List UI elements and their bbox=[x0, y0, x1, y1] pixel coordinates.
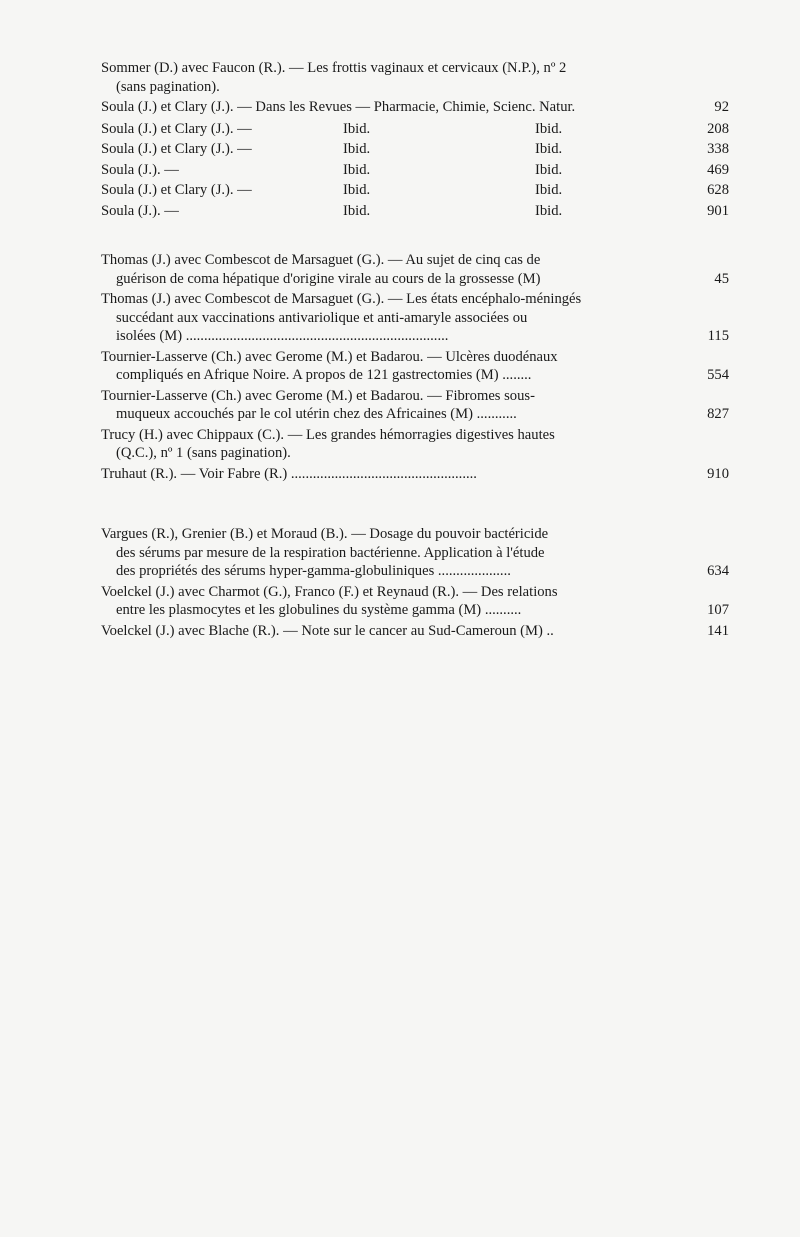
entry-author: Soula (J.) et Clary (J.). — bbox=[101, 182, 252, 198]
index-entry bbox=[101, 160, 729, 181]
index-group-t bbox=[101, 251, 729, 483]
index-entry bbox=[101, 139, 729, 160]
entry-author: Soula (J.). — bbox=[101, 202, 179, 219]
page-number: 469 bbox=[707, 161, 729, 178]
page-number: 208 bbox=[707, 120, 729, 137]
entry-line: Truhaut (R.). — Voir Fabre (R.) ................................................... bbox=[101, 465, 477, 482]
index-group-v bbox=[101, 525, 729, 640]
entry-line: Tournier-Lasserve (Ch.) avec Gerome (M.) et Badarou. — Fibromes sous- bbox=[101, 387, 535, 404]
ibid-mark: Ibid. bbox=[535, 120, 563, 137]
ibid-mark: Ibid. bbox=[343, 182, 371, 198]
ibid-mark: Ibid. bbox=[535, 202, 563, 219]
entry-line: Thomas (J.) avec Combescot de Marsaguet (G.). — Les états encéphalo-méningés bbox=[101, 291, 582, 307]
index-entry bbox=[101, 119, 729, 140]
entry-author: Soula (J.). — bbox=[101, 161, 179, 178]
entry-line: succédant aux vaccinations antivariolique et anti-amaryle associées ou bbox=[116, 309, 528, 326]
entry-line: Thomas (J.) avec Combescot de Marsaguet (G.). — Au sujet de cinq cas de bbox=[101, 252, 541, 268]
page-number: 141 bbox=[707, 622, 729, 639]
page-number: 628 bbox=[707, 182, 729, 198]
index-entry bbox=[101, 348, 729, 385]
page-number: 115 bbox=[707, 328, 729, 344]
ibid-mark: Ibid. bbox=[343, 120, 371, 137]
entry-line: des sérums par mesure de la respiration bactérienne. Application à l'étude bbox=[116, 544, 545, 561]
page-number: 107 bbox=[707, 602, 729, 618]
index-entry bbox=[101, 98, 729, 117]
entry-line: muqueux accouchés par le col utérin chez des Africaines (M) ........... bbox=[116, 406, 517, 422]
entry-line: Sommer (D.) avec Faucon (R.). — Les frottis vaginaux et cervicaux (N.P.), nº 2 bbox=[101, 60, 567, 76]
index-entries bbox=[101, 59, 729, 662]
page-number: 901 bbox=[707, 202, 729, 219]
ibid-mark: Ibid. bbox=[343, 141, 371, 157]
index-entry bbox=[101, 583, 729, 620]
ibid-mark: Ibid. bbox=[535, 161, 563, 178]
entry-line: Tournier-Lasserve (Ch.) avec Gerome (M.) et Badarou. — Ulcères duodénaux bbox=[101, 348, 558, 365]
ibid-mark: Ibid. bbox=[343, 202, 371, 219]
ibid-mark: Ibid. bbox=[535, 182, 563, 198]
page-number: 910 bbox=[707, 465, 729, 482]
index-entry bbox=[101, 251, 729, 288]
entry-line: guérison de coma hépatique d'origine virale au cours de la grossesse (M) bbox=[116, 270, 541, 287]
entry-author: Soula (J.) et Clary (J.). — bbox=[101, 141, 252, 157]
index-group-s bbox=[101, 59, 729, 221]
entry-line: compliqués en Afrique Noire. A propos de 121 gastrectomies (M) ........ bbox=[116, 367, 532, 383]
entry-author: Soula (J.) et Clary (J.). — bbox=[101, 120, 252, 137]
index-entry bbox=[101, 59, 729, 96]
entry-line: Voelckel (J.) avec Blache (R.). — Note sur le cancer au Sud-Cameroun (M) .. bbox=[101, 622, 554, 639]
page-number: 554 bbox=[707, 367, 729, 383]
entry-line: Vargues (R.), Grenier (B.) et Moraud (B.). — Dosage du pouvoir bactéricide bbox=[101, 526, 549, 542]
page-number: 92 bbox=[714, 99, 729, 115]
index-entry bbox=[101, 180, 729, 201]
entry-line: entre les plasmocytes et les globulines du système gamma (M) .......... bbox=[116, 602, 522, 618]
entry-line: (Q.C.), nº 1 (sans pagination). bbox=[116, 445, 291, 461]
index-entry bbox=[101, 622, 729, 641]
entry-line: des propriétés des sérums hyper-gamma-globuliniques .................... bbox=[116, 563, 511, 579]
entry-line: Soula (J.) et Clary (J.). — Dans les Revues — Pharmacie, Chimie, Scienc. Natur. bbox=[101, 99, 576, 115]
entry-line: isolées (M) ........................................................................ bbox=[116, 328, 449, 344]
ibid-mark: Ibid. bbox=[343, 161, 371, 178]
entry-line: (sans pagination). bbox=[116, 78, 220, 95]
index-entry bbox=[101, 387, 729, 424]
page-number: 338 bbox=[707, 141, 729, 157]
index-entry bbox=[101, 201, 729, 222]
index-entry bbox=[101, 465, 729, 484]
page-number: 827 bbox=[707, 406, 729, 422]
page-number: 45 bbox=[714, 270, 729, 287]
page-number: 634 bbox=[707, 563, 729, 579]
index-entry bbox=[101, 290, 729, 346]
entry-line: Voelckel (J.) avec Charmot (G.), Franco (F.) et Reynaud (R.). — Des relations bbox=[101, 583, 558, 600]
ibid-mark: Ibid. bbox=[535, 141, 563, 157]
entry-line: Trucy (H.) avec Chippaux (C.). — Les grandes hémorragies digestives hautes bbox=[101, 426, 555, 443]
index-entry bbox=[101, 525, 729, 581]
index-entry bbox=[101, 426, 729, 463]
